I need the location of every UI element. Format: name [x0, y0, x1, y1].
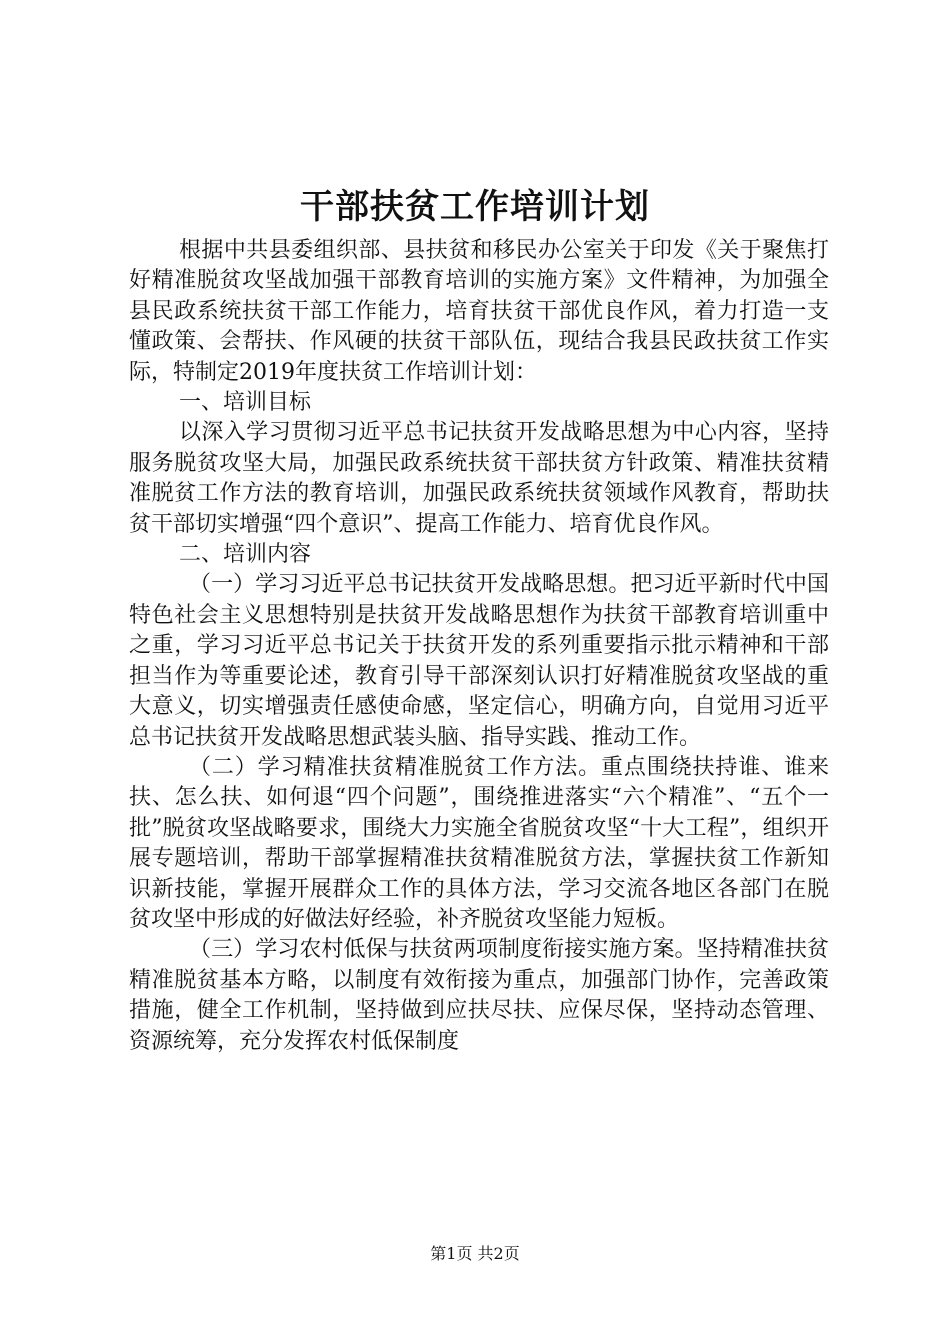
- goals-paragraph: 以深入学习贯彻习近平总书记扶贫开发战略思想为中心内容，坚持服务脱贫攻坚大局，加强民政系统扶贫干部扶贫方针政策、精准扶贫精准脱贫工作方法的教育培训，加强民政系统扶贫领域作风教育，帮助扶贫干部切实增强“四个意识”、提高工作能力、培育优良作风。: [129, 420, 829, 537]
- content-item-3: （三）学习农村低保与扶贫两项制度衔接实施方案。坚持精准扶贫精准脱贫基本方略，以制度有效衔接为重点，加强部门协作，完善政策措施，健全工作机制，坚持做到应扶尽扶、应保尽保，坚持动态管理、资源统筹，充分发挥农村低保制度: [129, 937, 829, 1054]
- section-heading-content: 二、培训内容: [179, 542, 312, 568]
- document-body: [129, 236, 829, 1057]
- section-heading-goals: 一、培训目标: [179, 390, 312, 416]
- intro-paragraph: 根据中共县委组织部、县扶贫和移民办公室关于印发《关于聚焦打好精准脱贫攻坚战加强干部教育培训的实施方案》文件精神，为加强全县民政系统扶贫干部工作能力，培育扶贫干部优良作风，着力打造一支懂政策、会帮扶、作风硬的扶贫干部队伍，现结合我县民政扶贫工作实际，特制定2019年度扶贫工作培训计划：: [129, 238, 829, 385]
- page-number-footer: 第1页 共2页: [430, 1244, 520, 1263]
- content-item-1: （一）学习习近平总书记扶贫开发战略思想。把习近平新时代中国特色社会主义思想特别是扶贫开发战略思想作为扶贫干部教育培训重中之重，学习习近平总书记关于扶贫开发的系列重要指示批示精神和干部担当作为等重要论述，教育引导干部深刻认识打好精准脱贫攻坚战的重大意义，切实增强责任感使命感，坚定信心，明确方向，自觉用习近平总书记扶贫开发战略思想武装头脑、指导实践、推动工作。: [129, 572, 829, 750]
- document-title: 干部扶贫工作培训计划: [300, 187, 650, 227]
- content-item-2: （二）学习精准扶贫精准脱贫工作方法。重点围绕扶持谁、谁来扶、怎么扶、如何退“四个问题”，围绕推进落实“六个精准”、“五个一批”脱贫攻坚战略要求，围绕大力实施全省脱贫攻坚“十大工程”，组织开展专题培训，帮助干部掌握精准扶贫精准脱贫方法，掌握扶贫工作新知识新技能，掌握开展群众工作的具体方法，学习交流各地区各部门在脱贫攻坚中形成的好做法好经验，补齐脱贫攻坚能力短板。: [129, 754, 829, 932]
